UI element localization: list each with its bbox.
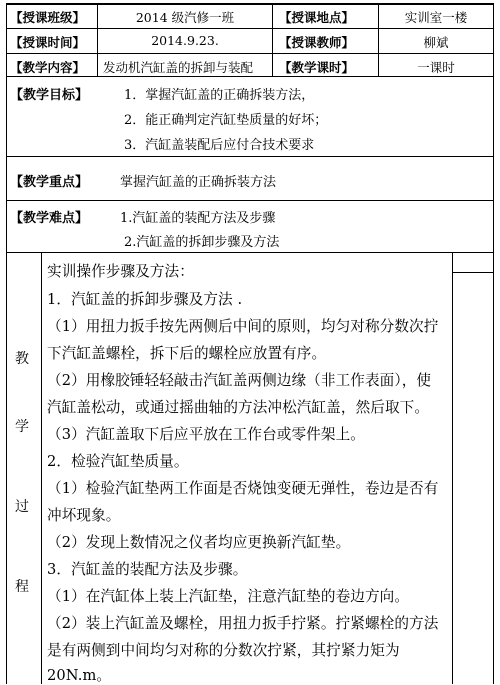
key-point-label: 【教学重点】 xyxy=(10,175,89,190)
teacher-value: 柳斌 xyxy=(423,35,449,50)
process-line: 冲坏现象。 xyxy=(47,507,121,524)
location-label: 【授课地点】 xyxy=(279,10,355,25)
process-line: 是有两侧到中间均匀对称的分数次拧紧，其拧紧力矩为 xyxy=(47,642,400,659)
process-line: （1）检验汽缸垫两工作面是否烧蚀变硬无弹性，卷边是否有 xyxy=(47,480,439,497)
row-divider xyxy=(6,156,494,157)
row-divider xyxy=(6,200,494,201)
difficulty-label: 【教学难点】 xyxy=(10,211,89,226)
process-side-char: 学 xyxy=(15,419,29,435)
difficulty-item: 2.汽缸盖的拆卸步骤及方法 xyxy=(124,235,280,250)
row-divider xyxy=(6,28,494,29)
time-label: 【授课时间】 xyxy=(10,35,86,50)
hours-label: 【教学课时】 xyxy=(279,60,355,75)
table-border-top xyxy=(6,3,494,5)
content-value: 发动机汽缸盖的拆卸与装配 xyxy=(103,60,254,75)
class-label: 【授课班级】 xyxy=(10,10,86,25)
process-side-char: 程 xyxy=(15,579,29,595)
goals-label: 【教学目标】 xyxy=(10,88,89,103)
row-divider xyxy=(6,252,494,253)
process-left-divider xyxy=(41,252,42,684)
process-line: 20N.m。 xyxy=(47,667,112,684)
content-label: 【教学内容】 xyxy=(10,60,86,75)
process-line: 2．检验汽缸垫质量。 xyxy=(47,453,189,470)
process-line: （2）发现上数情况之仪者均应更换新汽缸垫。 xyxy=(47,534,351,551)
process-line: 汽缸盖松动，或通过摇曲轴的方法冲松汽缸盖，然后取下。 xyxy=(47,399,430,416)
column-divider xyxy=(272,3,273,77)
process-line: （1）在汽缸体上装上汽缸垫，注意汽缸垫的卷边方向。 xyxy=(47,588,410,605)
hours-value: 一课时 xyxy=(417,60,455,75)
process-side-char: 教 xyxy=(15,351,29,367)
process-line: 3．汽缸盖的装配方法及步骤。 xyxy=(47,561,248,578)
class-value: 2014 级汽修一班 xyxy=(135,10,235,25)
key-point-text: 掌握汽缸盖的正确拆装方法 xyxy=(120,175,277,190)
process-line: （3）汽缸盖取下后应平放在工作台或零件架上。 xyxy=(47,426,365,443)
process-side-char: 过 xyxy=(15,499,29,515)
goal-item: 3．汽缸盖装配后应付合技术要求 xyxy=(124,138,315,153)
row-divider xyxy=(6,76,494,77)
goal-item: 1．掌握汽缸盖的正确拆装方法， xyxy=(124,88,315,103)
process-line: 实训操作步骤及方法： xyxy=(47,263,194,280)
process-line: （2）装上汽缸盖及螺栓，用扭力扳手拧紧。拧紧螺栓的方法 xyxy=(47,615,439,632)
time-value: 2014.9.23. xyxy=(151,33,219,48)
teacher-label: 【授课教师】 xyxy=(279,35,355,50)
process-line: （1）用扭力扳手按先两侧后中间的原则，均匀对称分数次拧 xyxy=(47,318,439,335)
process-line: （2）用橡胶锤轻轻敲击汽缸盖两侧边缘（非工作表面），使 xyxy=(47,372,432,389)
location-value: 实训室一楼 xyxy=(404,10,468,25)
process-line: 下汽缸盖螺栓，拆下后的螺栓应放置有序。 xyxy=(47,345,327,362)
right-column-divider xyxy=(452,272,494,273)
goal-item: 2．能正确判定汽缸垫质量的好坏； xyxy=(124,113,328,128)
row-divider xyxy=(6,53,494,54)
process-line: 1．汽缸盖的拆卸步骤及方法 . xyxy=(47,291,243,308)
table-border-right xyxy=(493,3,494,684)
process-right-divider xyxy=(452,252,453,684)
difficulty-item: 1.汽缸盖的装配方法及步骤 xyxy=(120,211,276,226)
